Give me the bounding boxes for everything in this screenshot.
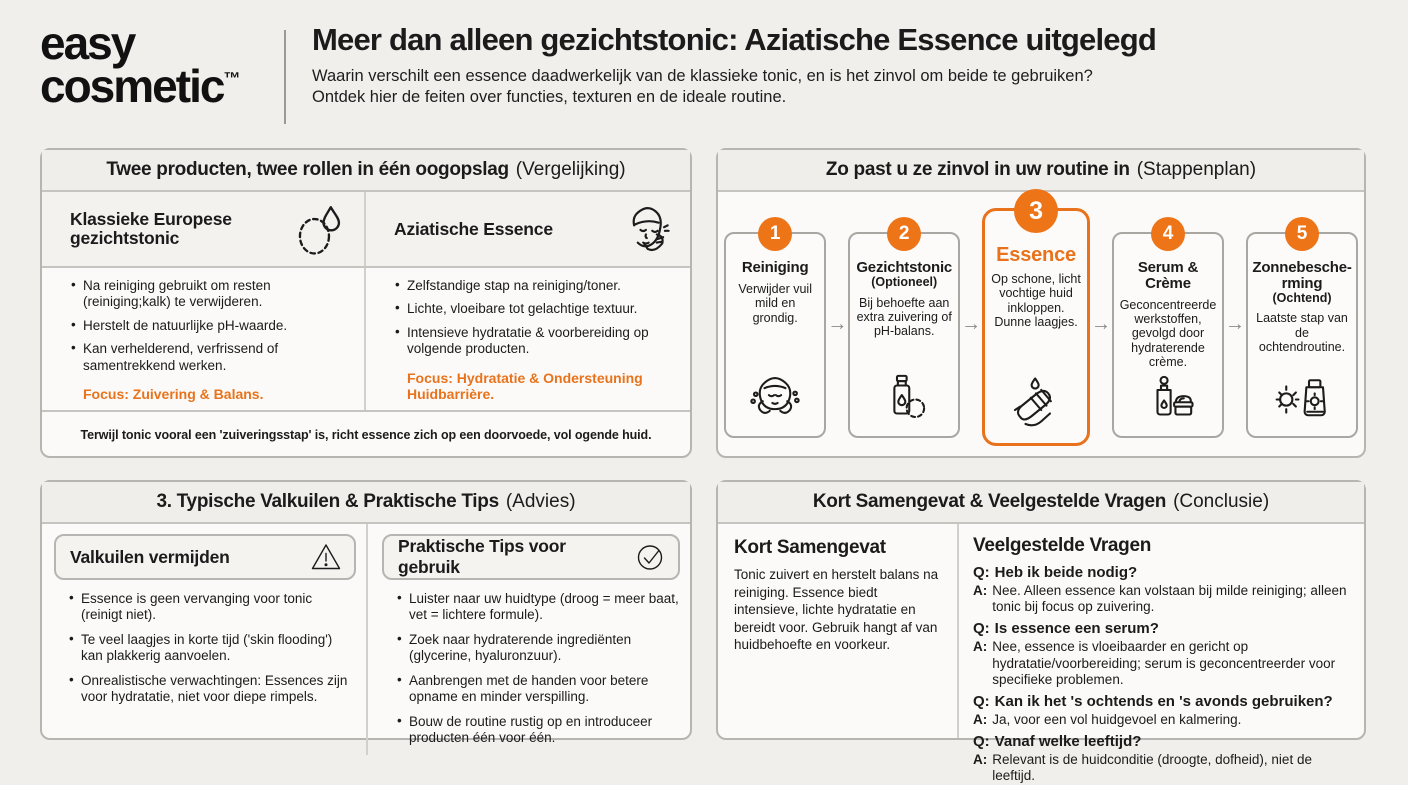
header-divider (284, 30, 286, 124)
tips-heading: Praktische Tips voor gebruik (398, 536, 566, 577)
step-title: Serum & Crème (1137, 259, 1199, 292)
faq-item (973, 620, 1350, 688)
tips-column (366, 524, 690, 755)
step-text: Geconcentreerde werkstoffen, gevolgd door hydraterende crème. (1119, 297, 1217, 369)
faq-column (957, 524, 1364, 784)
faq-answer-label: A: (973, 583, 988, 598)
step-card-serum-creme (1112, 223, 1224, 438)
step-title: Essence (996, 244, 1076, 266)
header-text (312, 24, 1372, 108)
conclusion-title-tag: (Conclusie) (1173, 491, 1270, 512)
step-number-badge: 4 (1151, 217, 1185, 251)
comparison-footer-note: Terwijl tonic vooral een 'zuiveringsstap' is, richt essence zich op een doorvoede, vol ogende huid. (42, 410, 690, 458)
faq-answer-text: Relevant is de huidconditie (droogte, dofheid), niet de leeftijd. (992, 752, 1312, 784)
faq-answer (973, 712, 1350, 728)
bullet-item: • Herstelt de natuurlijke pH-waarde. (70, 318, 356, 334)
faq-question (973, 564, 1350, 582)
droplet-pad-icon (290, 199, 348, 259)
bullet-item: • Onrealistische verwachtingen: Essences zijn voor hydratatie, niet voor diepe rimpels. (68, 673, 356, 706)
comparison-left-focus: Focus: Zuivering & Balans. (83, 386, 264, 402)
brand-logo (40, 17, 241, 112)
faq-answer-text: Ja, voor een vol huidgevoel en kalmering. (992, 711, 1242, 727)
comparison-right-subheader (366, 192, 690, 266)
tonic-bottle-pad-icon (876, 368, 932, 424)
step-number-badge: 1 (758, 217, 792, 251)
bullet-item: • Na reiniging gebruikt om resten (reiniging;kalk) te verwijderen. (70, 278, 356, 311)
bullet-item: • Luister naar uw huidtype (droog = meer baat, vet = lichtere formule). (396, 591, 680, 624)
routine-panel (716, 148, 1366, 458)
pitfalls-heading: Valkuilen vermijden (70, 546, 230, 567)
pitfalls-column (42, 524, 366, 755)
page-subtitle (312, 66, 1372, 108)
step-card-essence (982, 196, 1090, 446)
routine-title-tag: (Stappenplan) (1136, 159, 1257, 180)
faq-question-text: Is essence een serum? (994, 620, 1159, 638)
bullet-item: • Zelfstandige stap na reiniging/toner. (394, 278, 682, 294)
faq-question-label: Q: (973, 733, 990, 751)
page-subtitle-line1: Waarin verschilt een essence daadwerkelijk van de klassieke tonic, en is het zinvol om beide te gebruiken? (312, 66, 1093, 85)
step-number-badge: 2 (887, 217, 921, 251)
bullet-item: • Essence is geen vervanging voor tonic (reinigt niet). (68, 591, 356, 624)
conclusion-body (718, 524, 1364, 784)
summary-text: Tonic zuivert en herstelt balans na reiniging. Essence biedt intensieve, lichte hydratatie en bereidt voor. Gebruik hangt af van huidbehoefte en voorkeur. (734, 567, 939, 653)
sun-sunscreen-icon (1274, 368, 1330, 424)
step-subtitle: (Optioneel) (871, 274, 938, 289)
conclusion-panel (716, 480, 1366, 784)
faq-answer-text: Nee. Alleen essence kan volstaan bij milde reiniging; alleen tonic bij focus op zuivering. (992, 583, 1347, 615)
faq-answer-label: A: (973, 752, 988, 768)
step-card-zonnebescherming (1246, 223, 1358, 438)
tips-heading-box (382, 534, 680, 580)
bullet-item: • Lichte, vloeibare tot gelachtige textuur. (394, 301, 682, 317)
advice-panel (40, 480, 692, 746)
comparison-left-subheader (42, 192, 366, 266)
faq-item (973, 564, 1350, 615)
bullet-item: • Kan verhelderend, verfrissend of samentrekkend werken. (70, 341, 356, 374)
pitfalls-heading-box (54, 534, 356, 580)
faq-answer-text: Nee, essence is vloeibaarder en gericht op hydratatie/voorbereiding; serum is geconcentreerder voor specifieke problemen. (992, 639, 1336, 687)
faq-question-label: Q: (973, 564, 990, 581)
warning-triangle-icon (310, 541, 342, 573)
step-text: Op schone, licht vochtige huid inkloppen. Dunne laagjes. (991, 272, 1081, 330)
faq-question (973, 733, 1350, 751)
bullet-item: • Intensieve hydratatie & voorbereiding op volgende producten. (394, 325, 682, 358)
faq-question-text: Kan ik het 's ochtends en 's avonds gebruiken? (994, 692, 1333, 710)
page-subtitle-line2: Ontdek hier de feiten over functies, texturen en de ideale routine. (312, 87, 787, 106)
comparison-right-focus: Focus: Hydratatie & Ondersteuning Huidbarrière. (407, 370, 643, 402)
faq-answer (973, 583, 1350, 615)
tips-bullets (382, 591, 680, 747)
faq-item (973, 733, 1350, 784)
face-wash-icon (747, 368, 803, 424)
conclusion-title: Kort Samengevat & Veelgestelde Vragen (812, 491, 1167, 512)
step-card-gezichtstonic (848, 223, 960, 438)
summary-column (718, 524, 957, 738)
faq-answer-label: A: (973, 639, 988, 655)
step-card-reiniging (724, 223, 826, 438)
comparison-title: Twee producten, twee rollen in één oogopslag (106, 159, 509, 180)
step-number-badge: 5 (1285, 217, 1319, 251)
faq-question-label: Q: (973, 692, 990, 710)
comparison-subheader-row (42, 192, 690, 268)
faq-answer (973, 752, 1350, 784)
bullet-item: • Aanbrengen met de handen voor betere opname en minder verspilling. (396, 673, 680, 706)
patting-hands-icon (1008, 375, 1064, 431)
routine-panel-header (718, 150, 1364, 192)
brand-logo-line1: easy (40, 17, 135, 69)
summary-heading: Kort Samengevat (734, 537, 886, 558)
bullet-item: • Bouw de routine rustig op en introduceer producten één voor één. (396, 714, 680, 747)
comparison-left-column (42, 268, 366, 410)
faq-answer-label: A: (973, 711, 988, 727)
faq-heading: Veelgestelde Vragen (973, 535, 1152, 556)
faq-question-text: Vanaf welke leeftijd? (994, 733, 1142, 751)
step-arrow-icon: → (1091, 313, 1111, 335)
check-circle-icon (634, 541, 666, 573)
advice-title: 3. Typische Valkuilen & Praktische Tips (156, 491, 499, 512)
step-title: Zonnebesche-rming (1252, 259, 1352, 292)
step-number-badge: 3 (1014, 189, 1058, 233)
faq-question (973, 620, 1350, 638)
conclusion-panel-header (718, 482, 1364, 524)
pitfalls-bullets (54, 591, 356, 706)
faq-question (973, 693, 1350, 711)
step-subtitle: (Ochtend) (1272, 290, 1332, 305)
comparison-panel (40, 148, 692, 458)
bullet-item: • Te veel laagjes in korte tijd ('skin flooding') kan plakkerig aanvoelen. (68, 632, 356, 665)
comparison-body-row (42, 268, 690, 410)
face-application-icon (616, 199, 674, 259)
comparison-right-column (366, 268, 690, 410)
faq-answer (973, 639, 1350, 688)
step-text: Verwijder vuil mild en grondig. (738, 281, 812, 325)
step-arrow-icon: → (961, 313, 982, 335)
advice-title-tag: (Advies) (505, 491, 576, 512)
faq-item (973, 693, 1350, 728)
page-title: Meer dan alleen gezichtstonic: Aziatische Essence uitgelegd (312, 22, 1157, 57)
comparison-panel-header (42, 150, 690, 192)
advice-body (42, 524, 690, 746)
dropper-cream-jar-icon (1140, 369, 1196, 425)
advice-panel-header (42, 482, 690, 524)
step-title: Gezichtstonic (856, 259, 953, 276)
routine-steps-row (718, 192, 1364, 456)
faq-question-label: Q: (973, 620, 990, 638)
comparison-right-heading: Aziatische Essence (394, 218, 553, 239)
faq-question-text: Heb ik beide nodig? (994, 564, 1138, 581)
bullet-item: • Zoek naar hydraterende ingrediënten (glycerine, hyaluronzuur). (396, 632, 680, 665)
routine-title: Zo past u ze zinvol in uw routine in (825, 159, 1130, 180)
brand-logo-line2: cosmetic (40, 59, 224, 112)
comparison-left-heading: Klassieke Europese gezichtstonic (70, 209, 232, 248)
step-text: Laatste stap van de ochtendroutine. (1256, 311, 1348, 354)
step-arrow-icon: → (827, 313, 848, 335)
trademark-symbol: ™ (223, 68, 241, 88)
comparison-title-tag: (Vergelijking) (515, 159, 626, 180)
comparison-left-bullets (70, 278, 356, 381)
step-title: Reiniging (741, 259, 809, 276)
comparison-right-bullets (394, 278, 682, 365)
step-text: Bij behoefte aan extra zuivering of pH-balans. (856, 295, 952, 339)
step-arrow-icon: → (1225, 313, 1245, 335)
